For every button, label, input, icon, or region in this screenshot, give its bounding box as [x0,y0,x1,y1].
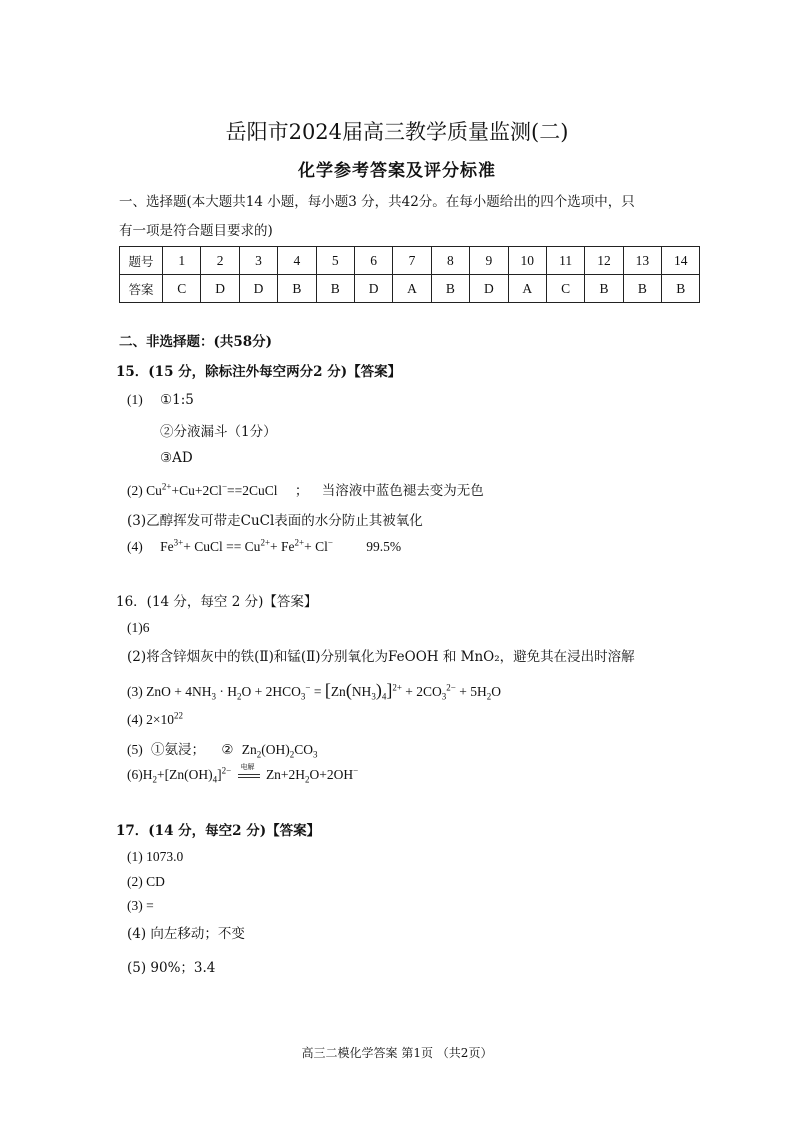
q16-part1: (1)6 [127,620,150,635]
q15-part1-answer-a: ①1:5 [160,392,194,408]
q16-part5-formula: $Zn_2(OH)_2CO_3$ [241,742,318,760]
q16-header: 16．(14 分，每空 2 分)【答案】 [116,594,318,610]
q16-part3-equation: ZnO + $4NH_3 \cdot H_2O + 2HCO_3^- = [Zn(NH_3)_4]^{2+} + 2CO_3^{2-} + 5H_2O$ [146,680,501,702]
q16-part3-number: (3) [127,684,143,699]
q17-part4: (4) 向左移动；不变 [127,926,245,942]
question-number: 10 [508,247,546,275]
q16-part4-value-base: 2×10 [146,712,174,727]
question-number: 4 [278,247,316,275]
question-number: 7 [393,247,431,275]
question-number: 8 [431,247,469,275]
q15-part4-percent: 99.5% [366,539,402,554]
q16-part6-condition: 电解 [240,762,255,771]
q15-part2-number: (2) [127,483,143,498]
page-footer: 高三二模化学答案 第1页 （共2页） [301,1046,493,1060]
answer-cell: C [546,275,584,303]
answer-cell: B [316,275,354,303]
page-subtitle: 化学参考答案及评分标准 [298,161,496,181]
q16-part3 [127,680,501,701]
question-number: 1 [163,247,201,275]
table-row-label: 答案 [120,275,163,303]
answer-cell: D [470,275,508,303]
table-row-label: 题号 [120,247,163,275]
table-row-answers [120,275,700,303]
answer-table [119,246,700,303]
q16-part4-number: (4) [127,712,143,727]
q15-part2: (2) $Cu^{2+}+Cu+2Cl^-==2CuCl$ ； 当溶液中蓝色褪去变为无色 [127,481,484,499]
q15-part2-text: 当溶液中蓝色褪去变为无色 [321,483,484,499]
q17-header: 17．(14 分，每空2 分)【答案】 [116,823,321,839]
q15-part2-equation: $Cu^{2+}+Cu+2Cl^-==2CuCl$ [146,481,278,498]
question-number: 9 [470,247,508,275]
q15-header: 15．(15 分，除标注外每空两分2 分)【答案】 [116,364,402,380]
section1-heading-line2: 有一项是符合题目要求的) [119,223,273,239]
q16-part5-answer-a: ①氨浸； [151,742,206,758]
q15-part4-number: (4) [127,539,143,554]
question-number: 11 [546,247,584,275]
section1-heading-line1: 一、选择题(本大题共14 小题，每小题3 分，共42分。在每小题给出的四个选项中，只 [119,194,635,210]
q16-part6-products: $Zn+2H_2O+2OH^-$ [265,765,359,785]
q16-part6-reactants: $H_2+[Zn(OH)_4]^{2-}$ [142,765,232,785]
question-number: 5 [316,247,354,275]
q15-part4-equation: $Fe^{3+}+$ CuCl == $Cu^{2+}+ Fe^{2+}+ Cl^-$ [160,537,333,554]
answer-cell: C [163,275,201,303]
answer-cell: A [508,275,546,303]
q15-part3: (3)乙醇挥发可带走CuCl表面的水分防止其被氧化 [127,513,423,529]
answer-cell: D [354,275,392,303]
q15-part1-answer-b: ②分液漏斗（1分） [160,424,277,440]
electrolysis-arrow-icon [238,762,260,778]
answer-cell: B [662,275,700,303]
q16-part4 [127,712,183,728]
answer-cell: A [393,275,431,303]
table-row-numbers [120,247,700,275]
q17-part3: (3) = [127,898,154,913]
q17-part1: (1) 1073.0 [127,849,184,864]
q17-part2: (2) CD [127,874,165,889]
question-number: 2 [201,247,239,275]
answer-cell: D [239,275,277,303]
q16-part5 [127,738,318,758]
q15-part1-answer-c: ③AD [160,450,193,466]
q16-part5-answer-b-marker: ② [221,742,234,758]
q16-part6 [127,762,359,785]
answer-cell: B [623,275,661,303]
answer-cell: D [201,275,239,303]
q16-part2: (2)将含锌烟灰中的铁(Ⅱ)和锰(Ⅱ)分别氧化为FeOOH 和 MnO₂，避免其在浸出时溶解 [127,649,635,665]
q15-part1-number: (1) [127,392,143,407]
question-number: 12 [585,247,623,275]
q16-part4-value-exponent: 22 [174,710,183,721]
page-title: 岳阳市2024届高三教学质量监测(二) [225,120,569,144]
q16-part6-number: (6) [127,767,143,782]
answer-cell: B [431,275,469,303]
section2-heading: 二、非选择题：(共58分) [119,334,273,350]
answer-cell: B [585,275,623,303]
q17-part5: (5) 90%；3.4 [127,960,216,976]
question-number: 13 [623,247,661,275]
question-number: 3 [239,247,277,275]
q15-part4 [127,539,401,555]
answer-cell: B [278,275,316,303]
question-number: 6 [354,247,392,275]
q16-part5-number: (5) [127,742,143,757]
question-number: 14 [662,247,700,275]
